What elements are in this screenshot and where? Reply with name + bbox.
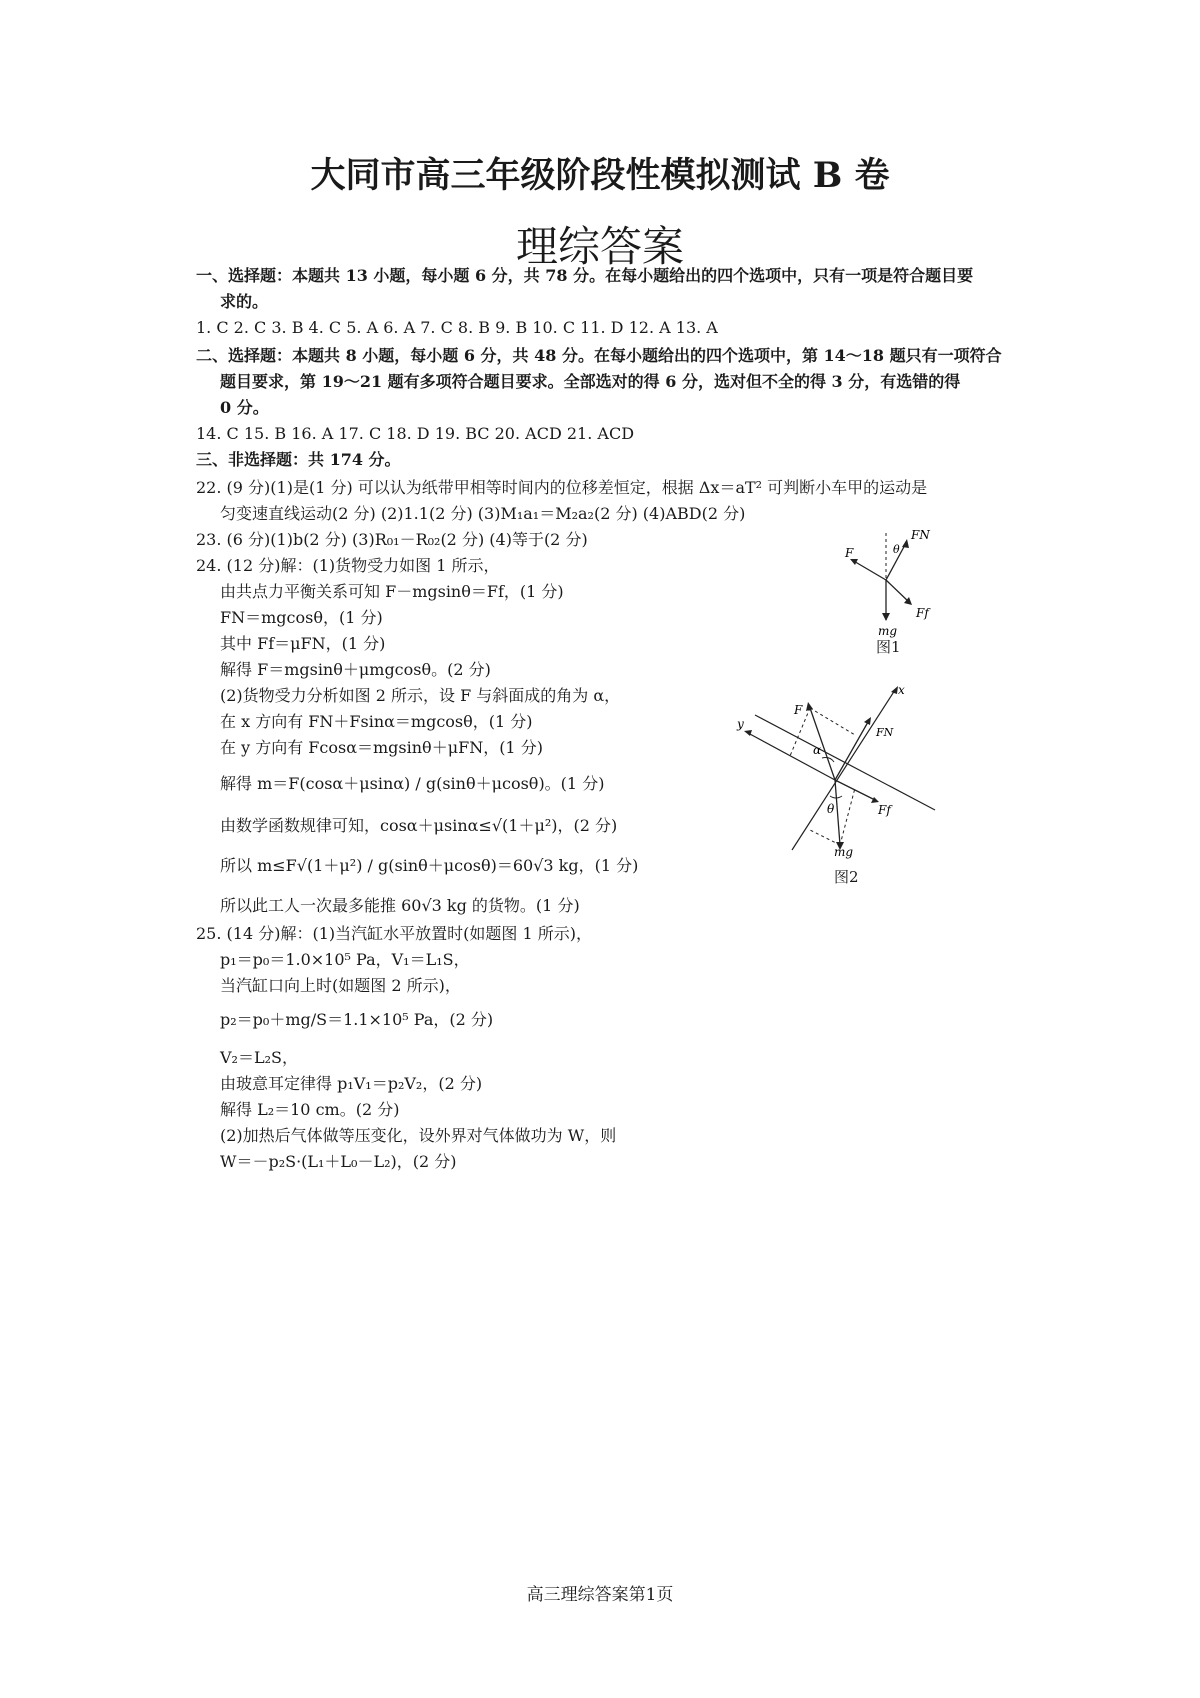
fig1-label: mg	[878, 624, 898, 638]
text-line: 25. (14 分)解：(1)当汽缸水平放置时(如题图 1 所示)，	[196, 924, 592, 943]
fig1-label: Ff	[916, 606, 929, 620]
text-line: V₂＝L₂S，	[220, 1048, 298, 1067]
text-line: 由玻意耳定律得 p₁V₁＝p₂V₂，(2 分)	[220, 1074, 483, 1093]
text-line: 22. (9 分)(1)是(1 分) 可以认为纸带甲相等时间内的位移差恒定，根据 Δx＝aT² 可判断小车甲的运动是	[196, 478, 928, 497]
text-line: 求的。	[220, 292, 269, 311]
fig2-label: Ff	[878, 803, 891, 817]
fig2-label: F	[794, 703, 803, 717]
section-heading: 一、选择题：本题共 13 小题，每小题 6 分，共 78 分。在每小题给出的四个选项中，只有一项是符合题目要	[196, 266, 974, 285]
figure-caption: 图2	[834, 868, 859, 886]
section-heading: 二、选择题：本题共 8 小题，每小题 6 分，共 48 分。在每小题给出的四个选项中，第 14～18 题只有一项符合	[196, 346, 1002, 365]
answer-line: 1. C 2. C 3. B 4. C 5. A 6. A 7. C 8. B 9. B 10. C 11. D 12. A 13. A	[196, 318, 718, 337]
text-line: 解得 F＝mgsinθ＋μmgcosθ。(2 分)	[220, 660, 491, 679]
text-line: FN＝mgcosθ，(1 分)	[220, 608, 383, 627]
text-line: 在 x 方向有 FN＋Fsinα＝mgcosθ，(1 分)	[220, 712, 533, 731]
section-heading: 三、非选择题：共 174 分。	[196, 450, 401, 469]
text-line: (2)货物受力分析如图 2 所示，设 F 与斜面成的角为 α，	[220, 686, 621, 705]
text-line: 0 分。	[220, 398, 269, 417]
formula-line: 解得 m＝F(cosα＋μsinα) / g(sinθ＋μcosθ)。(1 分)	[220, 774, 605, 793]
fig2-label: mg	[834, 845, 854, 859]
text-line: p₁＝p₀＝1.0×10⁵ Pa，V₁＝L₁S，	[220, 950, 470, 969]
fig1-label: F	[845, 546, 854, 560]
page-footer: 高三理综答案第1页	[526, 1585, 674, 1605]
formula-line: p₂＝p₀＋mg/S＝1.1×10⁵ Pa，(2 分)	[220, 1010, 494, 1029]
formula-line: 所以 m≤F√(1＋μ²) / g(sinθ＋μcosθ)＝60√3 kg，(1 分)	[220, 856, 639, 875]
text-line: 所以此工人一次最多能推 60√3 kg 的货物。(1 分)	[220, 896, 580, 915]
force-diagram-2	[730, 680, 940, 880]
fig2-label: y	[737, 717, 744, 731]
fig1-label: θ	[893, 543, 900, 556]
fig2-label: θ	[827, 802, 835, 816]
answer-line: 14. C 15. B 16. A 17. C 18. D 19. BC 20. ACD 21. ACD	[196, 424, 635, 443]
text-line: 23. (6 分)(1)b(2 分) (3)R₀₁－R₀₂(2 分) (4)等于(2 分)	[196, 530, 588, 549]
text-line: 匀变速直线运动(2 分) (2)1.1(2 分) (3)M₁a₁＝M₂a₂(2 分) (4)ABD(2 分)	[220, 504, 746, 523]
text-line: 解得 L₂＝10 cm。(2 分)	[220, 1100, 400, 1119]
text-line: 由数学函数规律可知，cosα＋μsinα≤√(1＋μ²)，(2 分)	[220, 816, 618, 835]
text-line: 在 y 方向有 Fcosα＝mgsinθ＋μFN，(1 分)	[220, 738, 543, 757]
text-line: 其中 Ff＝μFN，(1 分)	[220, 634, 386, 653]
fig2-label: FN	[876, 726, 894, 739]
text-line: 24. (12 分)解：(1)货物受力如图 1 所示，	[196, 556, 500, 575]
text-line: (2)加热后气体做等压变化，设外界对气体做功为 W，则	[220, 1126, 617, 1145]
page-subtitle: 理综答案	[515, 222, 684, 271]
figure-caption: 图1	[876, 638, 901, 656]
fig2-label: α	[813, 743, 822, 757]
text-line: W＝－p₂S·(L₁＋L₀－L₂)，(2 分)	[220, 1152, 457, 1171]
page-title: 大同市高三年级阶段性模拟测试 B 卷	[310, 155, 890, 196]
fig1-label: FN	[911, 528, 930, 542]
text-line: 题目要求，第 19～21 题有多项符合题目要求。全部选对的得 6 分，选对但不全的得 3 分，有选错的得	[220, 372, 961, 391]
text-line: 由共点力平衡关系可知 F－mgsinθ＝Ff，(1 分)	[220, 582, 564, 601]
text-line: 当汽缸口向上时(如题图 2 所示)，	[220, 976, 461, 995]
fig2-label: x	[898, 683, 905, 697]
